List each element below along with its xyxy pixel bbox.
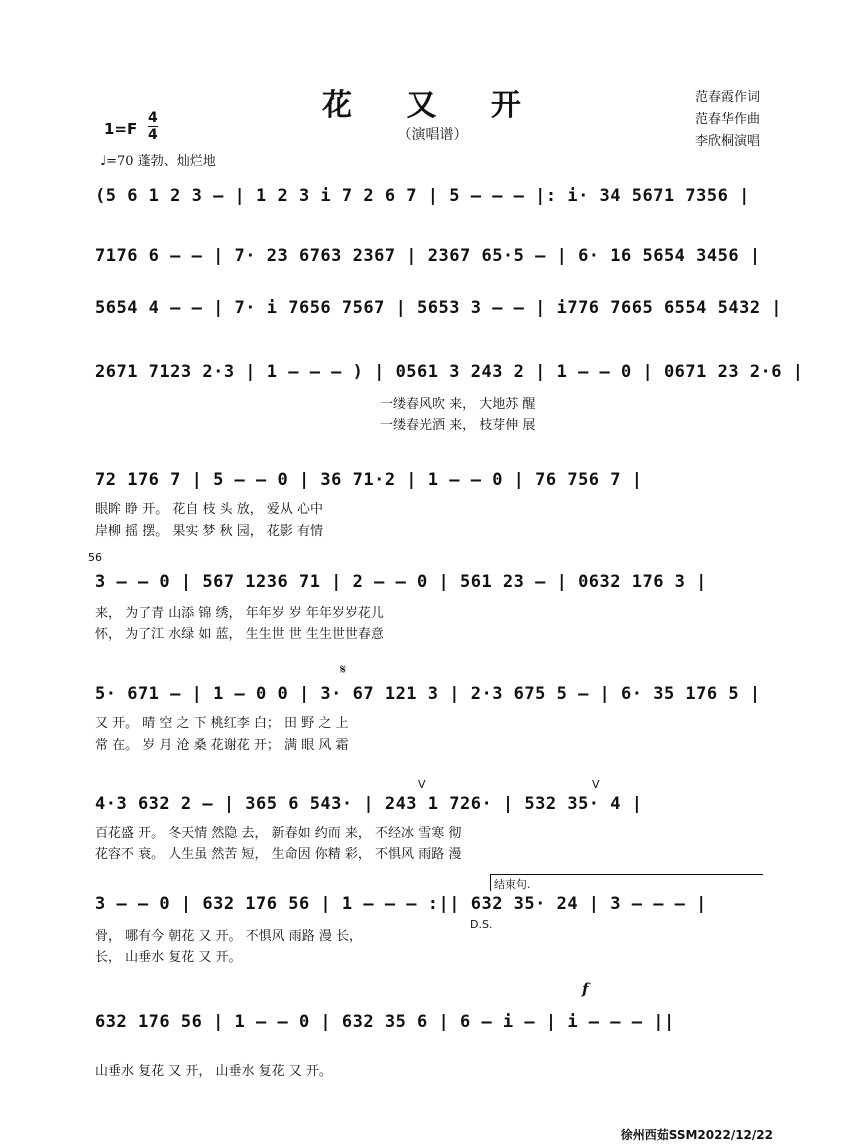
segno-mark: 𝄋 xyxy=(340,662,347,678)
score-line-1: (5 6 1 2 3 – | 1 2 3 i 7 2 6 7 | 5 – – – |: i· 34 5671 7356 | xyxy=(95,186,750,206)
time-signature xyxy=(148,110,158,143)
time-signature-top: 4 xyxy=(148,110,158,126)
ending-label: 结束句. xyxy=(494,878,531,891)
cue-note: 56 xyxy=(88,551,102,564)
score-line-10: 632 176 56 | 1 – – 0 | 632 35 6 | 6 – i – | i – – – || xyxy=(95,1012,675,1032)
lyric-line-8a: 百花盛 开。 冬天情 然隐 去， 新春如 约而 来， 不经冰 雪寒 彻 xyxy=(95,826,462,841)
accent-mark-1: V xyxy=(418,778,426,791)
lyric-line-10: 山垂水 复花 又 开， 山垂水 复花 又 开。 xyxy=(95,1064,332,1079)
score-line-3: 5654 4 – – | 7· i 7656 7567 | 5653 3 – – | i776 7665 6554 5432 | xyxy=(95,298,783,318)
time-signature-bottom: 4 xyxy=(148,127,158,143)
dynamic-forte: f xyxy=(582,980,589,998)
lyric-line-7b: 常 在。 岁 月 沧 桑 花谢花 开； 满 眼 风 霜 xyxy=(95,738,349,753)
score-line-5: 72 176 7 | 5 – – 0 | 36 71·2 | 1 – – 0 | 76 756 7 | xyxy=(95,470,643,490)
key-signature: 1=F xyxy=(104,120,138,138)
score-line-8: 4·3 632 2 – | 365 6 543· | 243 1 726· | 532 35· 4 | xyxy=(95,794,643,814)
score-line-9: 3 – – 0 | 632 176 56 | 1 – – – :|| 632 35· 24 | 3 – – – | xyxy=(95,894,707,914)
tempo-marking: ♩=70 蓬勃、灿烂地 xyxy=(100,154,216,169)
footer-signature: 徐州西茹SSM2022/12/22 xyxy=(620,1128,773,1142)
lyric-line-6a: 来， 为了青 山添 锦 绣， 年年岁 岁 年年岁岁花儿 xyxy=(95,606,384,621)
lyric-line-5a: 眼眸 睁 开。 花自 枝 头 放， 爱从 心中 xyxy=(95,502,324,517)
score-line-2: 7176 6 – – | 7· 23 6763 2367 | 2367 65·5 – | 6· 16 5654 3456 | xyxy=(95,246,761,266)
lyric-line-7a: 又 开。 晴 空 之 下 桃红李 白； 田 野 之 上 xyxy=(95,716,349,731)
song-title: 花 又 开 xyxy=(322,88,543,123)
lyric-line-9b: 长， 山垂水 复花 又 开。 xyxy=(95,950,242,965)
credit-singer: 李欣桐演唱 xyxy=(694,134,760,149)
credit-composer: 范春华作曲 xyxy=(694,112,760,127)
lyric-line-5b: 岸柳 摇 摆。 果实 梦 秋 园， 花影 有情 xyxy=(95,524,324,539)
ds-mark: D.S. xyxy=(470,918,493,931)
credit-lyricist: 范春霞作词 xyxy=(694,90,760,105)
score-line-6: 3 – – 0 | 567 1236 71 | 2 – – 0 | 561 23 – | 0632 176 3 | xyxy=(95,572,707,592)
score-line-7: 5· 671 – | 1 – 0 0 | 3· 67 121 3 | 2·3 675 5 – | 6· 35 176 5 | xyxy=(95,684,761,704)
accent-mark-2: V xyxy=(592,778,600,791)
song-subtitle: （演唱谱） xyxy=(397,127,468,143)
lyric-line-4a: 一缕春风吹 来， 大地苏 醒 xyxy=(380,397,536,412)
lyric-line-9a: 骨， 哪有今 朝花 又 开。 不惧风 雨路 漫 长， xyxy=(95,929,363,944)
lyric-line-4b: 一缕春光洒 来， 枝芽伸 展 xyxy=(380,418,536,433)
score-line-4: 2671 7123 2·3 | 1 – – – ) | 0561 3 243 2 | 1 – – 0 | 0671 23 2·6 | xyxy=(95,362,804,382)
lyric-line-6b: 怀， 为了江 水绿 如 蓝， 生生世 世 生生世世春意 xyxy=(95,627,384,642)
lyric-line-8b: 花容不 衰。 人生虽 然苦 短， 生命因 你精 彩， 不惧风 雨路 漫 xyxy=(95,847,462,862)
